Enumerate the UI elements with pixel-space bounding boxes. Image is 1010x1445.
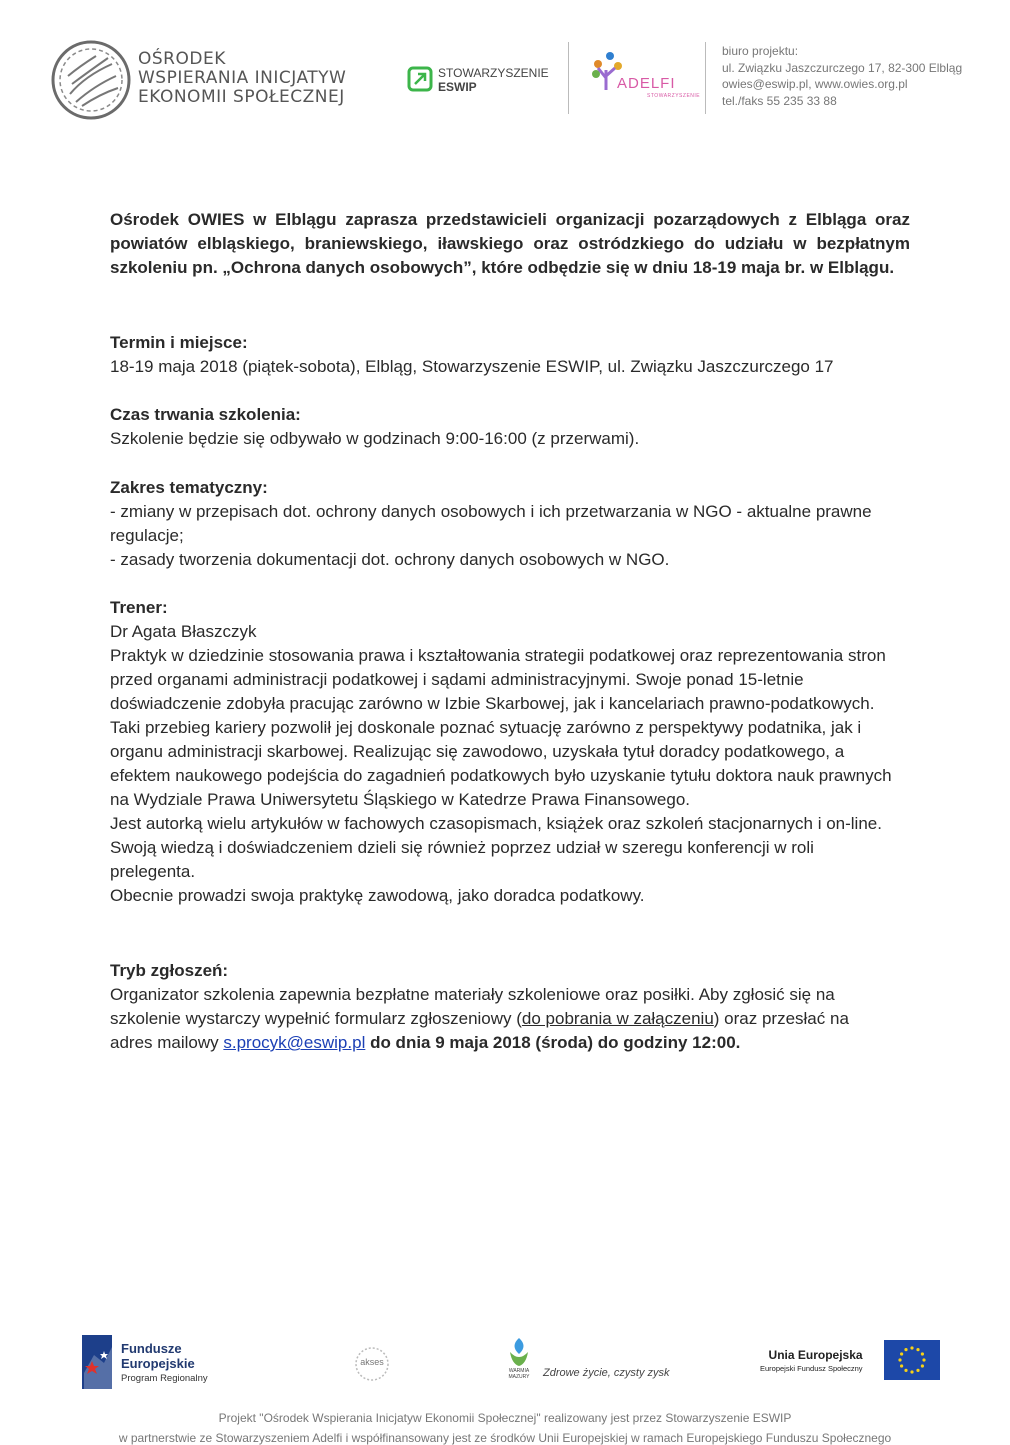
- deadline-text: do dnia 9 maja 2018 (środa) do godziny 12:00.: [365, 1033, 741, 1052]
- intro-paragraph: Ośrodek OWIES w Elblągu zaprasza przedstawicieli organizacji pozarządowych z Elbląga oraz powiatów elbląskiego, braniewskiego, iławskiego oraz ostródzkiego do udziału w bezpłatnym szkoleniu pn. „Ochrona danych osobowych”, które odbędzie się w dniu 18-19 maja br. w Elblągu.: [110, 210, 910, 277]
- akses-logo: [348, 1345, 396, 1383]
- tryb-text: ) oraz przesłać na: [713, 1009, 849, 1028]
- eu-flag-icon: [884, 1340, 940, 1380]
- trener-bio-line: Swoją wiedzą i doświadczeniem dzieli się również poprzez udział w szeregu konferencji w roli: [110, 838, 814, 857]
- trener-bio-line: Praktyk w dziedzinie stosowania prawa i kształtowania strategii podatkowej oraz reprezentowania stron: [110, 646, 886, 665]
- trener-bio-line: Taki przebieg kariery pozwolił jej doskonale poznać sytuację zarówno z perspektywy podatnika, jak i: [110, 718, 862, 737]
- tryb-text: szkolenie wystarczy wypełnić formularz zgłoszeniowy (: [110, 1009, 522, 1028]
- owies-name-line-3: EKONOMII SPOŁECZNEJ: [138, 87, 345, 107]
- tryb-line: [110, 1007, 910, 1031]
- contact-phone: tel./faks 55 235 33 88: [722, 93, 837, 108]
- section-termin: [110, 331, 910, 379]
- tryb-text: adres mailowy: [110, 1033, 224, 1052]
- adelfi-name: ADELFI: [617, 75, 676, 92]
- adelfi-subtitle: STOWARZYSZENIE: [647, 93, 701, 99]
- ue-subtitle: Europejski Fundusz Społeczny: [760, 1364, 863, 1373]
- trener-bio-line: Obecnie prowadzi swoja praktykę zawodową, jako doradca podatkowy.: [110, 886, 645, 905]
- section-zakres: [110, 476, 910, 572]
- unia-europejska-text: [760, 1348, 863, 1376]
- eswip-name-line-2: ESWIP: [438, 80, 477, 94]
- tryb-line: [110, 1031, 910, 1055]
- section-trener: [110, 596, 910, 908]
- contact-address: ul. Związku Jaszczurczego 17, 82-300 Elbląg: [722, 60, 963, 75]
- section-tryb: [110, 959, 910, 1055]
- contact-email-web: owies@eswip.pl, www.owies.org.pl: [722, 77, 908, 91]
- termin-text: 18-19 maja 2018 (piątek-sobota), Elbląg, Stowarzyszenie ESWIP, ul. Związku Jaszczurczego 17: [110, 357, 834, 376]
- tryb-line: Organizator szkolenia zapewnia bezpłatne materiały szkoleniowe oraz posiłki. Aby zgłosić się na: [110, 985, 835, 1004]
- fundusze-europejskie-text: [121, 1341, 208, 1386]
- trener-bio-line: prelegenta.: [110, 862, 196, 881]
- trener-bio-line: Jest autorką wielu artykułów w fachowych czasopismach, książek oraz szkoleń stacjonarnych i on-line.: [110, 814, 882, 833]
- project-office-contact: [722, 43, 962, 109]
- owies-name: [138, 50, 346, 107]
- trener-heading: Trener:: [110, 598, 168, 617]
- owies-name-line-2: WSPIERANIA INICJATYW: [138, 68, 347, 88]
- trener-bio-line: organu administracji skarbowej. Realizując się zawodowo, uzyskała tytuł doradcy podatkowego, a: [110, 742, 845, 761]
- czas-text: Szkolenie będzie się odbywało w godzinach 9:00-16:00 (z przerwami).: [110, 429, 640, 448]
- eswip-name-line-1: STOWARZYSZENIE: [438, 66, 549, 80]
- trener-bio-line: doświadczenie zdobyła pracując zarówno w Izbie Skarbowej, jak i kancelariach prawno-podatkowych.: [110, 694, 875, 713]
- akses-text: akses: [360, 1357, 384, 1367]
- eswip-name: [438, 66, 549, 94]
- eswip-logo-icon: [407, 66, 433, 92]
- warmia-mazury-slogan: Zdrowe życie, czysty zysk: [543, 1367, 670, 1379]
- header-divider: [568, 42, 569, 114]
- warmia-mazury-text: WARMIA MAZURY: [508, 1368, 530, 1380]
- czas-heading: Czas trwania szkolenia:: [110, 405, 301, 424]
- owies-logo-icon: [50, 36, 132, 124]
- fundusze-europejskie-logo-icon: [80, 1333, 114, 1391]
- zakres-heading: Zakres tematyczny:: [110, 478, 268, 497]
- section-czas: [110, 403, 910, 451]
- termin-heading: Termin i miejsce:: [110, 333, 248, 352]
- tryb-heading: Tryb zgłoszeń:: [110, 961, 229, 980]
- attachment-link[interactable]: do pobrania w załączeniu: [521, 1009, 714, 1028]
- footer-project-line: Projekt "Ośrodek Wspierania Inicjatyw Ekonomii Społecznej" realizowany jest przez Stowarzyszenie ESWIP: [218, 1411, 792, 1425]
- footer-partnership-line: w partnerstwie ze Stowarzyszeniem Adelfi i współfinansowany jest ze środków Unii Europejskiej w ramach Europejskiego Funduszu Społecznego: [118, 1431, 892, 1445]
- fe-program: Program Regionalny: [121, 1373, 208, 1384]
- zakres-line: - zasady tworzenia dokumentacji dot. ochrony danych osobowych w NGO.: [110, 550, 670, 569]
- fe-line: Europejskie: [121, 1356, 195, 1371]
- email-link[interactable]: s.procyk@eswip.pl: [223, 1033, 366, 1052]
- trener-bio-line: na Wydziale Prawa Uniwersytetu Śląskiego w Katedrze Prawa Finansowego.: [110, 790, 691, 809]
- contact-label: biuro projektu:: [722, 44, 799, 58]
- trener-bio-line: przed organami administracji podatkowej i sądami administracyjnymi. Swoje ponad 15-letnie: [110, 670, 804, 689]
- header-divider: [705, 42, 706, 114]
- ue-title: Unia Europejska: [768, 1348, 863, 1362]
- trener-bio-line: efektem naukowego podejścia do zagadnień podatkowych było uzyskanie tytułu doktora nauk prawnych: [110, 766, 892, 785]
- fe-line: Fundusze: [121, 1341, 182, 1356]
- owies-name-line-1: OŚRODEK: [138, 49, 226, 69]
- zakres-line: - zmiany w przepisach dot. ochrony danych osobowych i ich przetwarzania w NGO - aktualne prawne: [110, 502, 872, 521]
- warmia-mazury-logo: [500, 1336, 538, 1382]
- trener-name: Dr Agata Błaszczyk: [110, 622, 257, 641]
- zakres-line: regulacje;: [110, 526, 184, 545]
